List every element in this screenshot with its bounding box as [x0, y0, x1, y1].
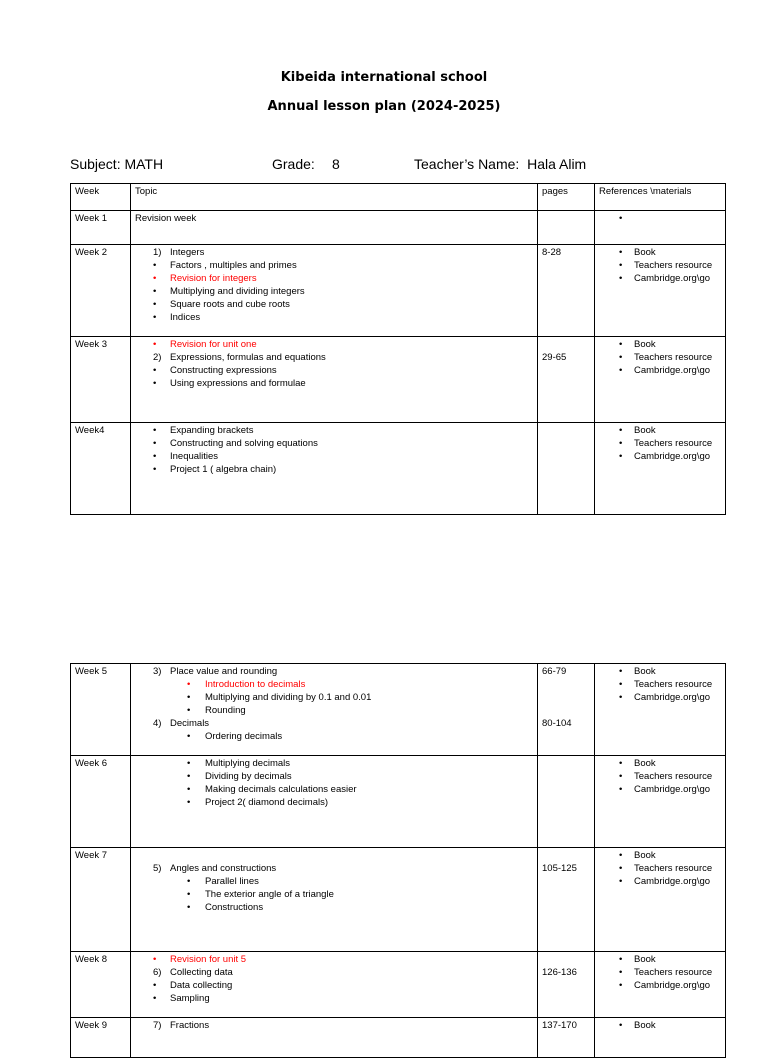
topic-item-highlighted: • Revision for integers — [153, 273, 257, 284]
week-cell: Week 8 — [71, 952, 131, 1018]
topic-item: • Using expressions and formulae — [153, 378, 306, 389]
references-cell — [595, 756, 726, 848]
topic-item: • The exterior angle of a triangle — [187, 889, 334, 900]
pages-cell: 105-125 — [538, 848, 595, 952]
topic-item: • Constructing and solving equations — [153, 438, 318, 449]
table-row — [71, 423, 726, 515]
topic-cell: Revision week — [131, 211, 538, 245]
grade-value: 8 — [332, 156, 340, 172]
table-row — [71, 756, 726, 848]
reference-item: • Cambridge.org\go — [619, 273, 711, 284]
pages-cell — [538, 423, 595, 515]
topic-item: 7) Fractions — [153, 1020, 210, 1031]
week-cell: Week 3 — [71, 337, 131, 423]
topic-item: • Dividing by decimals — [187, 771, 292, 782]
topic-item: • Indices — [153, 312, 201, 323]
reference-item: • Cambridge.org\go — [619, 451, 711, 462]
week-cell: Week 5 — [71, 664, 131, 756]
topic-cell — [131, 756, 538, 848]
table-row — [71, 337, 726, 423]
reference-item: • Book — [619, 954, 656, 965]
references-column-header: References \materials — [595, 184, 726, 211]
reference-item: • Book — [619, 666, 656, 677]
topic-item: • Factors , multiples and primes — [153, 260, 297, 271]
topic-cell — [131, 245, 538, 337]
pages-column-header: pages — [538, 184, 595, 211]
topic-item: • Square roots and cube roots — [153, 299, 290, 310]
topic-item: 1) Integers — [153, 247, 205, 258]
topic-item: • Sampling — [153, 993, 210, 1004]
pages-cell: 8-28 — [538, 245, 595, 337]
topic-item: • Multiplying decimals — [187, 758, 291, 769]
topic-item: • Inequalities — [153, 451, 219, 462]
topic-item: • Ordering decimals — [187, 731, 283, 742]
teacher-name: Teacher’s Name: Hala Alim — [414, 156, 587, 172]
reference-item: • Book — [619, 758, 656, 769]
table-header-row — [71, 184, 726, 211]
pages-cell: 29-65 — [538, 337, 595, 423]
lesson-plan-table-2 — [70, 663, 726, 1058]
pages-cell: 137-170 — [538, 1018, 595, 1058]
topic-cell — [131, 337, 538, 423]
topic-item: • Constructions — [187, 902, 264, 913]
reference-item: • Teachers resource — [619, 863, 713, 874]
topic-item: • Multiplying and dividing by 0.1 and 0.01 — [187, 692, 372, 703]
reference-item: • Cambridge.org\go — [619, 784, 711, 795]
topic-item-highlighted: • Introduction to decimals — [187, 679, 306, 690]
week-cell: Week 1 — [71, 211, 131, 245]
reference-item: • Cambridge.org\go — [619, 692, 711, 703]
reference-item: • Teachers resource — [619, 967, 713, 978]
references-cell — [595, 211, 726, 245]
week-cell: Week 7 — [71, 848, 131, 952]
references-cell — [595, 848, 726, 952]
references-cell — [595, 423, 726, 515]
reference-item: • Book — [619, 247, 656, 258]
topic-item: 4) Decimals — [153, 718, 210, 729]
topic-item-highlighted: • Revision for unit one — [153, 339, 257, 350]
reference-item: • Cambridge.org\go — [619, 876, 711, 887]
topic-column-header: Topic — [131, 184, 538, 211]
references-cell — [595, 664, 726, 756]
week-cell: Week 6 — [71, 756, 131, 848]
reference-item: • — [619, 213, 623, 224]
table-row — [71, 848, 726, 952]
reference-item: • Cambridge.org\go — [619, 980, 711, 991]
table-row — [71, 952, 726, 1018]
reference-item: • Book — [619, 1020, 656, 1031]
week-cell: Week4 — [71, 423, 131, 515]
week-cell: Week 9 — [71, 1018, 131, 1058]
topic-item: 3) Place value and rounding — [153, 666, 278, 677]
reference-item: • Teachers resource — [619, 260, 713, 271]
references-cell — [595, 245, 726, 337]
reference-item: • Teachers resource — [619, 438, 713, 449]
topic-item-highlighted: • Revision for unit 5 — [153, 954, 247, 965]
reference-item: • Book — [619, 425, 656, 436]
topic-cell — [131, 848, 538, 952]
pages-cell: 126-136 — [538, 952, 595, 1018]
table-row — [71, 211, 726, 245]
grade-label: Grade: — [272, 156, 315, 172]
reference-item: • Teachers resource — [619, 679, 713, 690]
topic-item: • Parallel lines — [187, 876, 259, 887]
table-row — [71, 245, 726, 337]
pages-cell: 66-79 80-104 — [538, 664, 595, 756]
table-row — [71, 664, 726, 756]
school-name: Kibeida international school — [280, 70, 488, 85]
reference-item: • Teachers resource — [619, 352, 713, 363]
topic-item: 6) Collecting data — [153, 967, 233, 978]
topic-cell — [131, 423, 538, 515]
reference-item: • Teachers resource — [619, 771, 713, 782]
topic-cell — [131, 664, 538, 756]
reference-item: • Cambridge.org\go — [619, 365, 711, 376]
subject-label: Subject: MATH — [70, 156, 164, 172]
topic-item: 5) Angles and constructions — [153, 863, 277, 874]
topic-item: • Rounding — [187, 705, 246, 716]
references-cell — [595, 337, 726, 423]
reference-item: • Book — [619, 339, 656, 350]
topic-item: • Project 2( diamond decimals) — [187, 797, 329, 808]
topic-item: • Project 1 ( algebra chain) — [153, 464, 277, 475]
topic-item: • Expanding brackets — [153, 425, 254, 436]
week-column-header: Week — [71, 184, 131, 211]
topic-item: • Data collecting — [153, 980, 233, 991]
topic-cell — [131, 952, 538, 1018]
topic-item: • Multiplying and dividing integers — [153, 286, 305, 297]
lesson-plan-table-1 — [70, 183, 726, 515]
reference-item: • Book — [619, 850, 656, 861]
pages-cell — [538, 756, 595, 848]
plan-title: Annual lesson plan (2024-2025) — [267, 99, 501, 114]
week-cell: Week 2 — [71, 245, 131, 337]
pages-cell — [538, 211, 595, 245]
references-cell — [595, 952, 726, 1018]
topic-item: • Constructing expressions — [153, 365, 277, 376]
topic-item: 2) Expressions, formulas and equations — [153, 352, 326, 363]
topic-item: • Making decimals calculations easier — [187, 784, 357, 795]
